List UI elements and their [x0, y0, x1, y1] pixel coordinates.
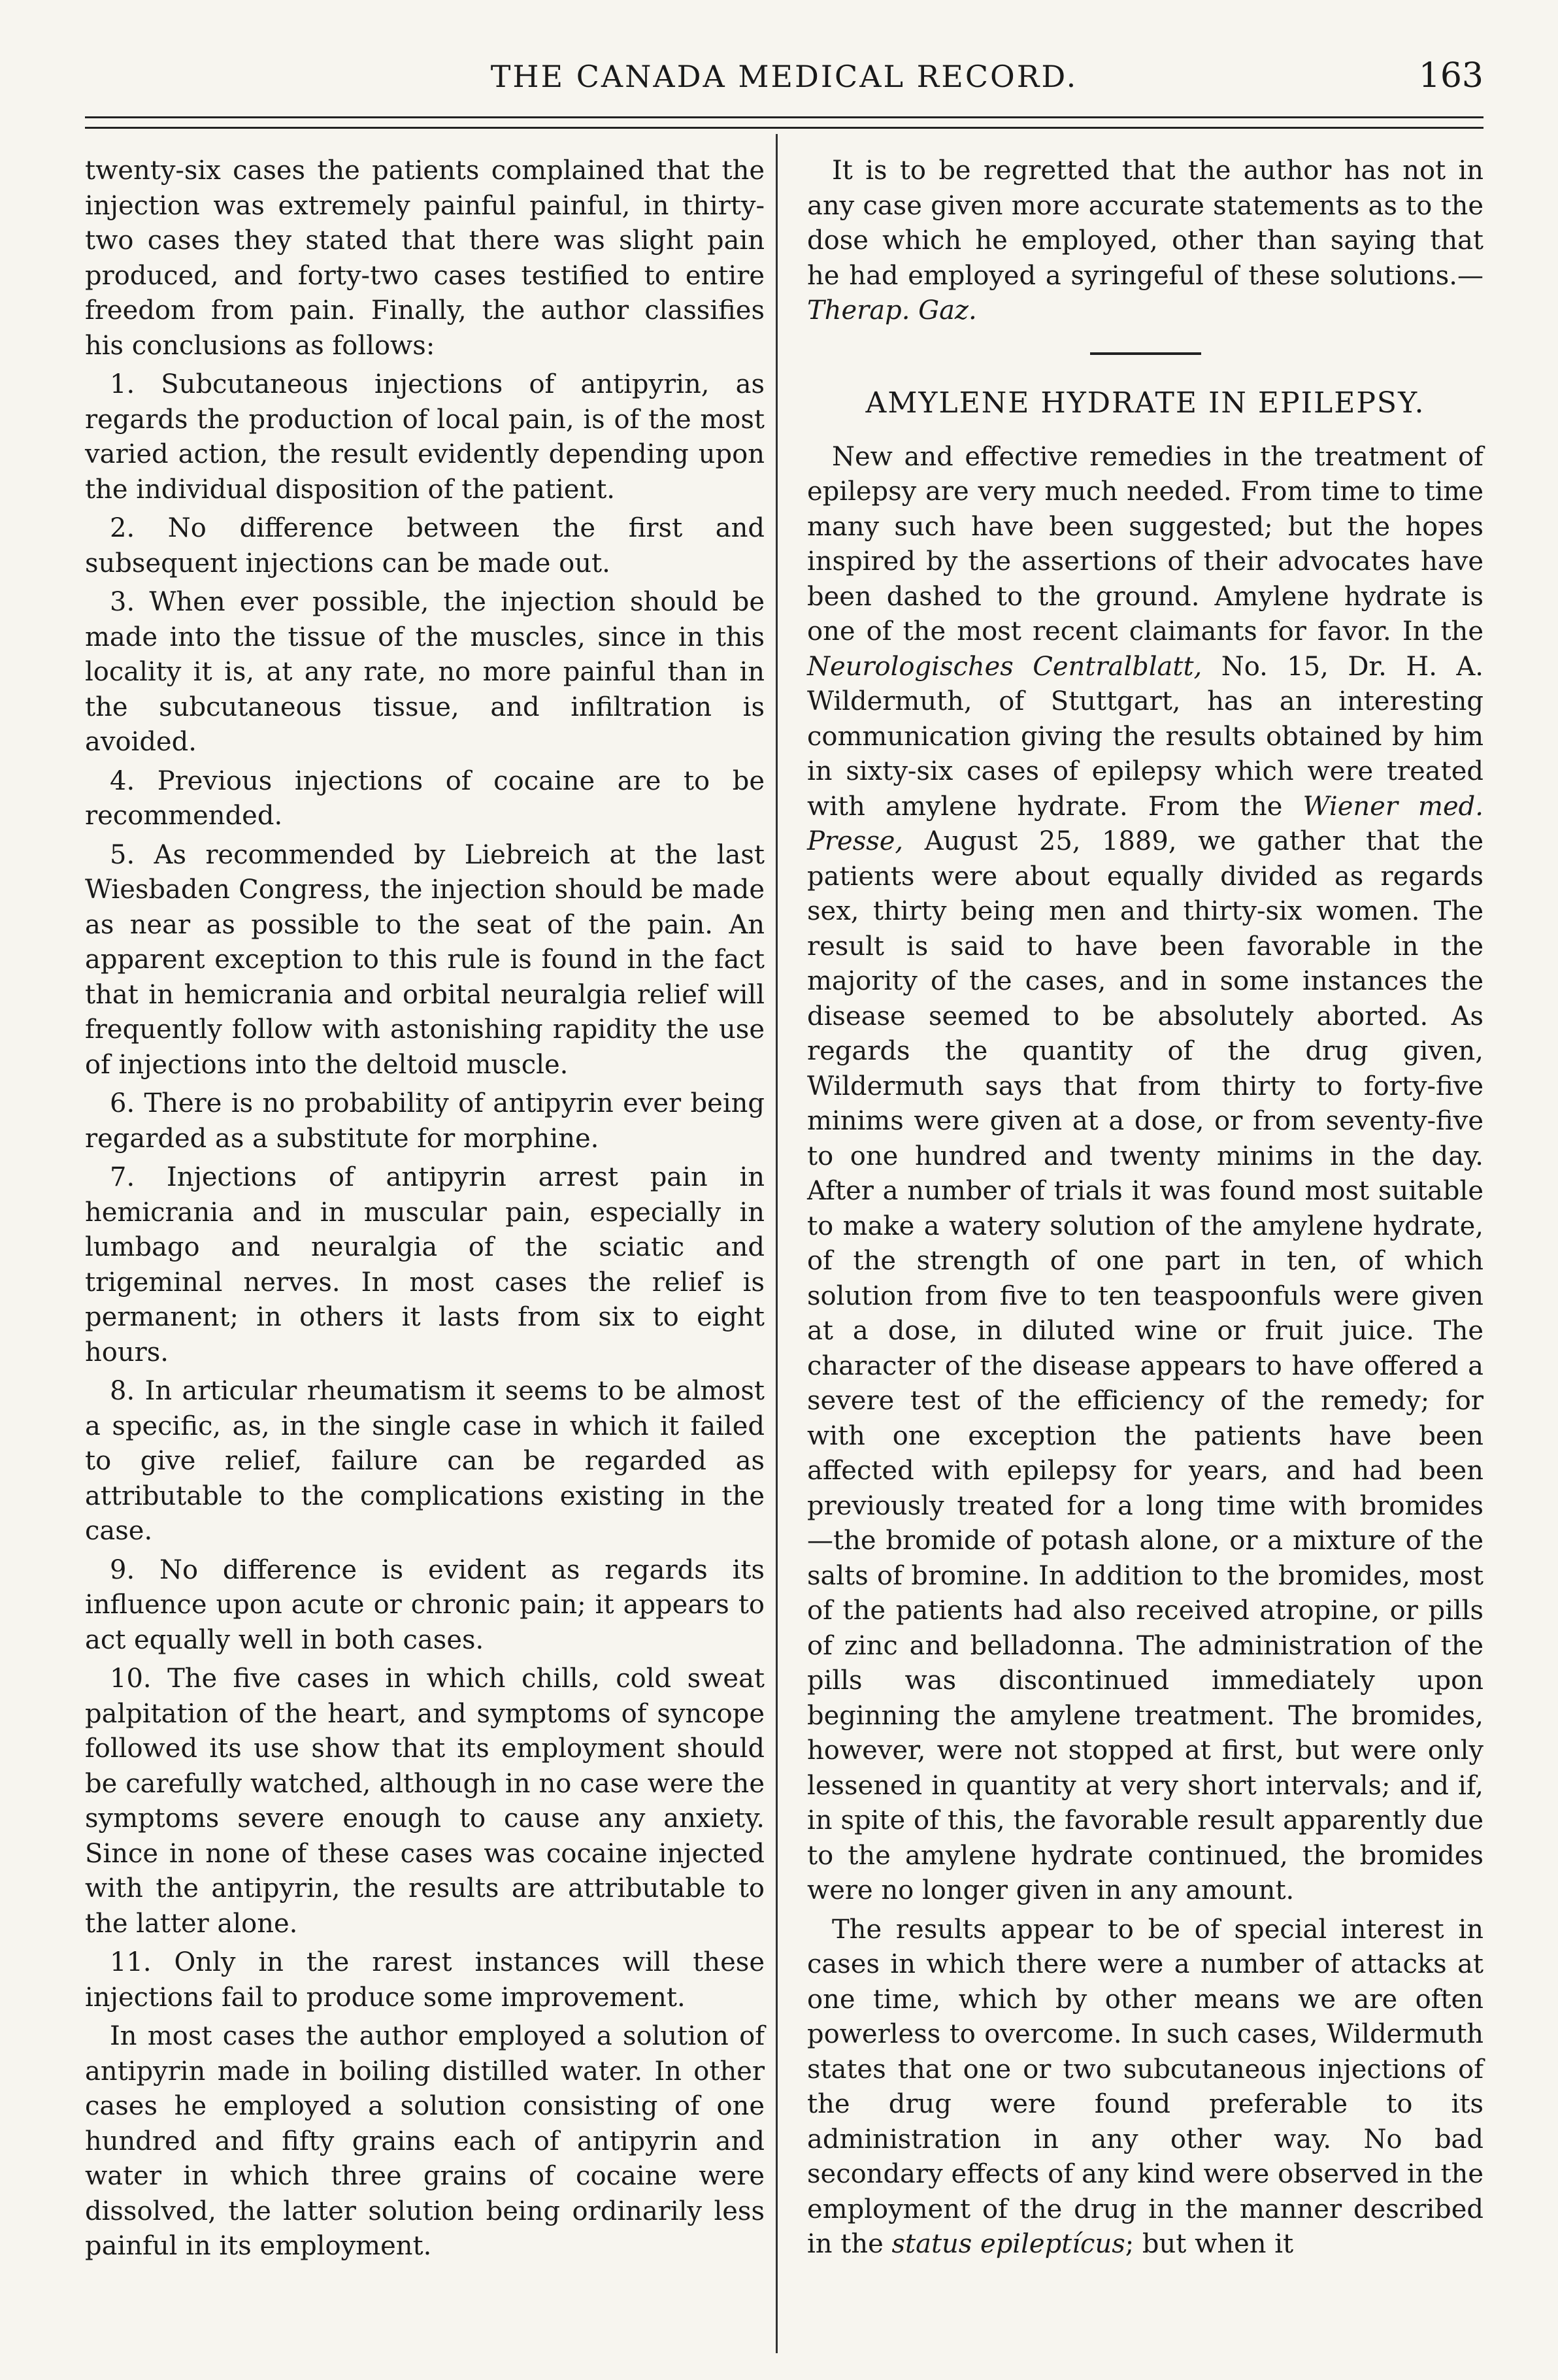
- conclusion-item-10: 10. The five cases in which chills, cold sweat palpitation of the heart, and symptoms of syncope followed its use show that its employment should be carefully watched, although in no case were the symptoms severe enough to cause any anxiety. Since in none of these cases was cocaine injected with the antipyrin, the results are attributable to the latter alone.: [85, 1664, 765, 1939]
- conclusion-item-7: 7. Injections of antipyrin arrest pain in hemicrania and in muscular pain, especially in lumbago and neuralgia of the sciatic and trigeminal nerves. In most cases the relief is permanent; in others it lasts from six to eight hours.: [85, 1162, 765, 1367]
- page-header: [85, 52, 1483, 105]
- continuation-paragraph: [807, 154, 1483, 329]
- left-closing-paragraph: In most cases the author employed a solution of antipyrin made in boiling distilled water. In other cases he employed a solution consisting of one hundred and fifty grains each of antipyrin and water in which three grains of cocaine were dissolved, the latter solution being ordinarily less painful in its employment.: [85, 2021, 765, 2261]
- conclusion-item-9: 9. No difference is evident as regards its influence upon acute or chronic pain; it appears to act equally well in both cases.: [85, 1554, 765, 1655]
- citation-source: Therap. Gaz.: [807, 295, 977, 326]
- conclusion-item-8: 8. In articular rheumatism it seems to be almost a specific, as, in the single case in which it failed to give relief, failure can be regarded as attributable to the complications existing in the case.: [85, 1376, 765, 1546]
- continuation-text: It is to be regretted that the author has not in any case given more accurate statements as to the dose which he employed, other than saying that he had employed a syringeful of these solutions.—: [807, 156, 1483, 291]
- left-column: [85, 154, 765, 2264]
- conclusion-item-4: 4. Previous injections of cocaine are to be recommended.: [85, 765, 765, 831]
- left-intro-paragraph: twenty-six cases the patients complained that the injection was extremely painful painful, in thirty-two cases they stated that there was slight pain produced, and forty-two cases testified to entire freedom from pain. Finally, the author classifies his conclusions as follows:: [85, 156, 765, 361]
- amylene-paragraph-1: [807, 440, 1483, 1909]
- journal-name: Wiener med. Presse,: [807, 791, 1483, 856]
- conclusion-item-3: 3. When ever possible, the injection should be made into the tissue of the muscles, since in this locality it is, at any rate, no more painful than in the subcutaneous tissue, and infiltration is avoided.: [85, 587, 765, 757]
- amylene-paragraph-2: [807, 1913, 1483, 2262]
- paragraph-text: August 25, 1889, we gather that the patients were about equally divided as regards sex, thirty being men and thirty-six women. The result is said to have been favorable in the majority of the cases, and in some instances the disease seemed to be absolutely aborted. As regards the quantity of the drug given, Wildermuth says that from thirty to forty-five minims were given at a dose, or from seventy-five to one hundred and twenty minims in the day. After a number of trials it was found most suitable to make a watery solution of the amylene hydrate, of the strength of one part in ten, of which solution from five to ten teaspoonfuls were given at a dose, in diluted wine or fruit juice. The character of the disease appears to have offered a severe test of the efficiency of the remedy; for with one exception the patients have been affected with epilepsy for years, and had been previously treated for a long time with bromides —the bromide of potash alone, or a mixture of the salts of bromine. In addition to the bromides, most of the patients had also received atropine, or pills of zinc and belladonna. The administration of the pills was discontinued immediately upon beginning the amylene treatment. The bromides, however, were not stopped at first, but were only lessened in quantity at very short intervals; and if, in spite of this, the favorable result apparently due to the amylene hydrate continued, the bromides were no longer given in any amount.: [807, 826, 1483, 1905]
- paragraph-text: The results appear to be of special interest in cases in which there were a number of attacks at one time, which by other means we are often powerless to overcome. In such cases, Wildermuth states that one or two subcutaneous injections of the drug were found preferable to its administration in any other way. No bad secondary effects of any kind were observed in the employment of the drug in the manner described in the: [807, 1914, 1483, 2259]
- column-divider: [776, 134, 778, 2353]
- header-rule-top: [85, 116, 1483, 118]
- italic-term: status epileptícus: [891, 2229, 1125, 2259]
- conclusion-item-6: 6. There is no probability of antipyrin ever being regarded as a substitute for morphine.: [85, 1088, 765, 1154]
- section-separator-rule: [1090, 352, 1201, 355]
- journal-name: Neurologisches Centralblatt,: [807, 651, 1202, 682]
- right-column: [807, 154, 1483, 2262]
- conclusion-item-2: 2. No difference between the first and subsequent injections can be made out.: [85, 513, 765, 578]
- conclusion-item-1: 1. Subcutaneous injections of antipyrin, as regards the production of local pain, is of the most varied action, the result evidently depending upon the individual disposition of the patient.: [85, 369, 765, 505]
- header-rule-bottom: [85, 127, 1483, 129]
- paragraph-text: New and effective remedies in the treatment of epilepsy are very much needed. From time to time many such have been suggested; but the hopes inspired by the assertions of their advocates have been dashed to the ground. Amylene hydrate is one of the most recent claimants for favor. In the: [807, 441, 1483, 646]
- conclusion-item-5: 5. As recommended by Liebreich at the last Wiesbaden Congress, the injection should be made as near as possible to the seat of the pain. An apparent exception to this rule is found in the fact that in hemicrania and orbital neuralgia relief will frequently follow with astonishing rapidity the use of injections into the deltoid muscle.: [85, 839, 765, 1080]
- paragraph-text: No. 15, Dr. H. A. Wildermuth, of Stuttgart, has an interesting communication giving the results obtained by him in sixty-six cases of epilepsy which were treated with amylene hydrate. From the: [807, 651, 1483, 822]
- page-number: 163: [1418, 56, 1483, 95]
- paragraph-text: ; but when it: [1125, 2229, 1294, 2259]
- conclusion-item-11: 11. Only in the rarest instances will these injections fail to produce some improvement.: [85, 1947, 765, 2013]
- section-title: AMYLENE HYDRATE IN EPILEPSY.: [865, 386, 1425, 420]
- journal-title: THE CANADA MEDICAL RECORD.: [490, 59, 1078, 94]
